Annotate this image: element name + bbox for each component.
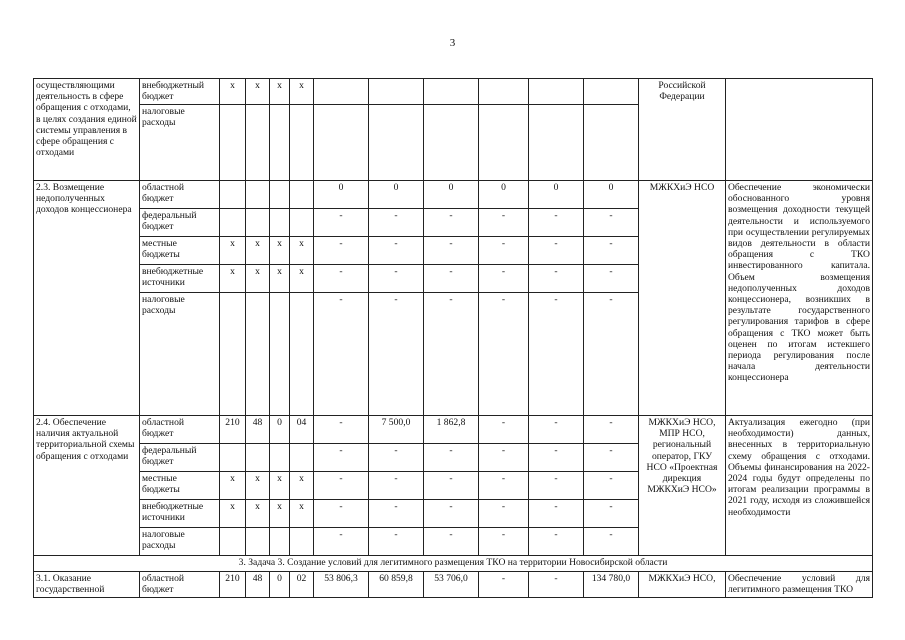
value-cell: x xyxy=(270,472,290,500)
value-cell: - xyxy=(424,209,479,237)
value-cell: - xyxy=(479,416,529,444)
value-cell: - xyxy=(424,528,479,556)
value-cell: - xyxy=(529,572,584,598)
value-cell: - xyxy=(584,209,639,237)
value-cell: - xyxy=(529,472,584,500)
value-cell: 0 xyxy=(479,181,529,209)
value-cell: - xyxy=(424,265,479,293)
value-cell: - xyxy=(584,416,639,444)
value-cell: - xyxy=(314,209,369,237)
value-cell xyxy=(246,444,270,472)
value-cell xyxy=(220,444,246,472)
value-cell: - xyxy=(479,500,529,528)
measure-name: осуществляющими деятельность в сфере обращения с отходами, в целях создания единой системы управления в сфере обращения с отходами xyxy=(34,79,140,181)
funding-source: областной бюджет xyxy=(140,572,220,598)
value-cell: 0 xyxy=(270,416,290,444)
value-cell: - xyxy=(479,293,529,416)
value-cell: 7 500,0 xyxy=(369,416,424,444)
value-cell xyxy=(270,444,290,472)
value-cell: - xyxy=(584,528,639,556)
value-cell: - xyxy=(529,265,584,293)
table-row xyxy=(34,181,873,209)
value-cell xyxy=(270,209,290,237)
value-cell: - xyxy=(369,500,424,528)
funding-source: местные бюджеты xyxy=(140,237,220,265)
value-cell: - xyxy=(584,293,639,416)
value-cell: - xyxy=(584,444,639,472)
value-cell xyxy=(220,293,246,416)
value-cell: x xyxy=(290,265,314,293)
value-cell: x xyxy=(290,79,314,105)
value-cell xyxy=(246,181,270,209)
value-cell: x xyxy=(270,500,290,528)
expected-result: Обеспечение условий для легитимного размещения ТКО xyxy=(726,572,873,598)
value-cell: - xyxy=(424,444,479,472)
value-cell: 0 xyxy=(270,572,290,598)
value-cell: - xyxy=(314,444,369,472)
value-cell: x xyxy=(290,500,314,528)
value-cell xyxy=(246,209,270,237)
value-cell xyxy=(314,79,369,105)
value-cell xyxy=(479,105,529,181)
value-cell: - xyxy=(529,444,584,472)
value-cell: - xyxy=(369,293,424,416)
value-cell: - xyxy=(529,237,584,265)
value-cell: - xyxy=(369,265,424,293)
value-cell: - xyxy=(584,265,639,293)
value-cell: x xyxy=(246,79,270,105)
value-cell: - xyxy=(314,472,369,500)
measure-name: 2.3. Возмещение недополученных доходов концессионера xyxy=(34,181,140,416)
task-heading: 3. Задача 3. Создание условий для легитимного размещения ТКО на территории Новосибирской области xyxy=(34,556,873,572)
value-cell: - xyxy=(529,416,584,444)
value-cell: 02 xyxy=(290,572,314,598)
value-cell: 53 706,0 xyxy=(424,572,479,598)
value-cell xyxy=(270,293,290,416)
value-cell: - xyxy=(424,472,479,500)
value-cell: 04 xyxy=(290,416,314,444)
value-cell xyxy=(584,105,639,181)
value-cell: - xyxy=(479,472,529,500)
value-cell xyxy=(369,105,424,181)
measure-name: 3.1. Оказание государственной xyxy=(34,572,140,598)
value-cell: - xyxy=(529,528,584,556)
value-cell: 1 862,8 xyxy=(424,416,479,444)
value-cell: 0 xyxy=(529,181,584,209)
value-cell xyxy=(529,105,584,181)
value-cell xyxy=(270,105,290,181)
funding-source: местные бюджеты xyxy=(140,472,220,500)
value-cell: x xyxy=(246,472,270,500)
value-cell: 210 xyxy=(220,416,246,444)
value-cell: - xyxy=(584,500,639,528)
value-cell xyxy=(220,209,246,237)
value-cell: - xyxy=(314,237,369,265)
value-cell xyxy=(290,293,314,416)
value-cell: 210 xyxy=(220,572,246,598)
value-cell: x xyxy=(246,265,270,293)
value-cell: - xyxy=(479,444,529,472)
value-cell: x xyxy=(290,472,314,500)
page-number: 3 xyxy=(449,37,456,49)
value-cell: - xyxy=(584,472,639,500)
expected-result: Актуализация ежегодно (при необходимости) данных, внесенных в территориальную схему обращения с отходами. Объемы финансирования на 2022-2024 годы будут определены по итогам реализации программы в 2021 году, исходя из сложившейся необходимости xyxy=(726,416,873,556)
value-cell: 0 xyxy=(584,181,639,209)
executor: МЖКХиЭ НСО, МПР НСО, региональный оператор, ГКУ НСО «Проектная дирекция МЖКХиЭ НСО» xyxy=(639,416,726,556)
funding-source: федеральный бюджет xyxy=(140,209,220,237)
value-cell: x xyxy=(246,237,270,265)
expected-result: Обеспечение экономически обоснованного уровня возмещения доходности текущей деятельности и используемого при осуществлении регулируемых видов деятельности в области обращения с ТКО инвестированного капитала. Объем возмещения недополученных доходов концессионера, возникших в результате государственного регулирования тарифов в сфере обращения с ТКО может быть оценен по итогам истекшего периода регулирования после начала деятельности концессионера xyxy=(726,181,873,416)
value-cell: x xyxy=(270,265,290,293)
value-cell xyxy=(369,79,424,105)
value-cell: - xyxy=(529,500,584,528)
funding-source: внебюджетные источники xyxy=(140,265,220,293)
value-cell xyxy=(246,528,270,556)
value-cell xyxy=(290,181,314,209)
value-cell: - xyxy=(369,209,424,237)
value-cell: x xyxy=(220,265,246,293)
value-cell xyxy=(529,79,584,105)
value-cell: x xyxy=(270,79,290,105)
executor: Российской Федерации xyxy=(639,79,726,181)
value-cell: - xyxy=(314,293,369,416)
value-cell xyxy=(220,528,246,556)
measure-name: 2.4. Обеспечение наличия актуальной территориальной схемы обращения с отходами xyxy=(34,416,140,556)
value-cell: - xyxy=(369,444,424,472)
value-cell: 60 859,8 xyxy=(369,572,424,598)
value-cell: - xyxy=(424,293,479,416)
value-cell: 48 xyxy=(246,416,270,444)
value-cell: - xyxy=(369,237,424,265)
executor: МЖКХиЭ НСО xyxy=(639,181,726,416)
value-cell: - xyxy=(424,237,479,265)
value-cell: x xyxy=(220,472,246,500)
value-cell xyxy=(290,528,314,556)
value-cell xyxy=(270,528,290,556)
value-cell: x xyxy=(246,500,270,528)
value-cell: 53 806,3 xyxy=(314,572,369,598)
funding-source: федеральный бюджет xyxy=(140,444,220,472)
value-cell: - xyxy=(479,528,529,556)
value-cell xyxy=(220,181,246,209)
value-cell xyxy=(270,181,290,209)
value-cell: - xyxy=(369,472,424,500)
value-cell: x xyxy=(220,79,246,105)
value-cell: - xyxy=(584,237,639,265)
funding-source: внебюджетные источники xyxy=(140,500,220,528)
value-cell: 0 xyxy=(314,181,369,209)
value-cell: - xyxy=(529,293,584,416)
value-cell xyxy=(220,105,246,181)
value-cell xyxy=(424,79,479,105)
value-cell: - xyxy=(479,209,529,237)
value-cell xyxy=(314,105,369,181)
value-cell: - xyxy=(314,500,369,528)
value-cell: - xyxy=(479,572,529,598)
value-cell: 0 xyxy=(369,181,424,209)
value-cell: x xyxy=(220,500,246,528)
funding-source: областной бюджет xyxy=(140,181,220,209)
table-row xyxy=(34,572,873,598)
value-cell: 0 xyxy=(424,181,479,209)
value-cell xyxy=(584,79,639,105)
value-cell: x xyxy=(290,237,314,265)
funding-source: налоговые расходы xyxy=(140,293,220,416)
value-cell xyxy=(290,209,314,237)
value-cell xyxy=(479,79,529,105)
value-cell: - xyxy=(479,265,529,293)
value-cell: - xyxy=(314,528,369,556)
funding-source: налоговые расходы xyxy=(140,528,220,556)
value-cell: x xyxy=(270,237,290,265)
value-cell: - xyxy=(529,209,584,237)
expected-result xyxy=(726,79,873,181)
value-cell: 134 780,0 xyxy=(584,572,639,598)
value-cell: - xyxy=(369,528,424,556)
executor: МЖКХиЭ НСО, xyxy=(639,572,726,598)
value-cell: - xyxy=(314,265,369,293)
funding-source: областной бюджет xyxy=(140,416,220,444)
value-cell xyxy=(424,105,479,181)
funding-source: налоговые расходы xyxy=(140,105,220,181)
value-cell: 48 xyxy=(246,572,270,598)
value-cell xyxy=(290,444,314,472)
task-heading-row xyxy=(34,556,873,572)
value-cell: - xyxy=(424,500,479,528)
funding-source: внебюджетный бюджет xyxy=(140,79,220,105)
table-row xyxy=(34,79,873,105)
value-cell: x xyxy=(220,237,246,265)
value-cell xyxy=(246,105,270,181)
value-cell xyxy=(290,105,314,181)
value-cell: - xyxy=(479,237,529,265)
program-table xyxy=(33,78,873,598)
value-cell xyxy=(246,293,270,416)
table-row xyxy=(34,416,873,444)
value-cell: - xyxy=(314,416,369,444)
